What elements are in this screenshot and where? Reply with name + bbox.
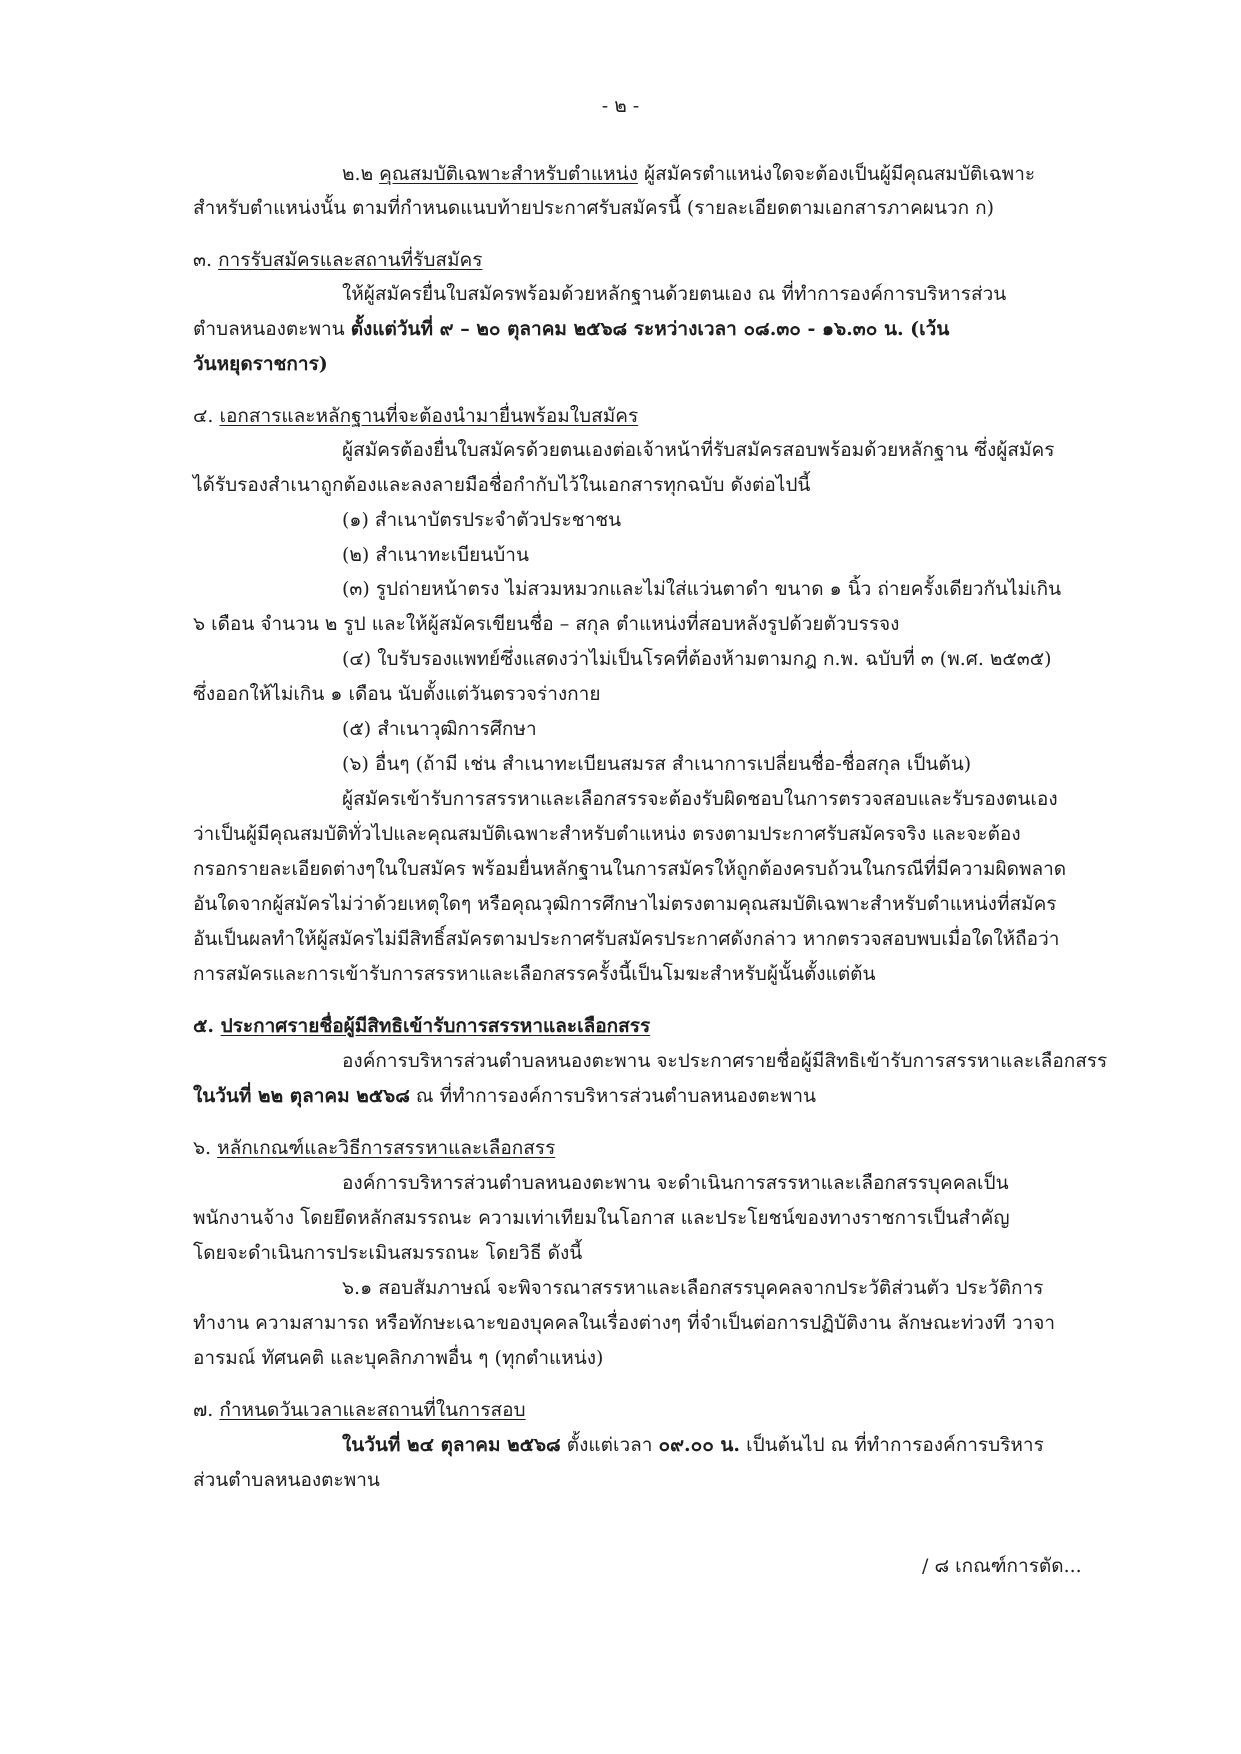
section-5-line-2: ในวันที่ ๒๒ ตุลาคม ๒๕๖๘ ณ ที่ทำการองค์การบริหารส่วนตำบลหนองตะพาน [193,1085,816,1107]
section-4-item-4a: (๔) ใบรับรองแพทย์ซึ่งแสดงว่าไม่เป็นโรคที่ต้องห้ามตามกฎ ก.พ. ฉบับที่ ๓ (พ.ศ. ๒๕๓๕) [342,648,1052,670]
section-4-intro-2: ได้รับรองสำเนาถูกต้องและลงลายมือชื่อกำกับไว้ในเอกสารทุกฉบับ ดังต่อไปนี้ [193,474,811,496]
page-number: - ๒ - [601,95,640,117]
continuation-footer: / ๘ เกณฑ์การตัด... [922,1555,1082,1577]
section-7-line-1: ในวันที่ ๒๔ ตุลาคม ๒๕๖๘ ตั้งแต่เวลา ๐๙.๐๐ น. เป็นต้นไป ณ ที่ทำการองค์การบริหาร [342,1434,1044,1456]
section-2-2-line-1: ๒.๒ คุณสมบัติเฉพาะสำหรับตำแหน่ง ผู้สมัครตำแหน่งใดจะต้องเป็นผู้มีคุณสมบัติเฉพาะ [342,163,1036,185]
section-6-1-line-2: ทำงาน ความสามารถ หรือทักษะเฉาะของบุคคลในเรื่องต่างๆ ที่จำเป็นต่อการปฏิบัติงาน ลักษณะท่วงที วาจา [193,1312,1056,1334]
section-7-heading: ๗. กำหนดวันเวลาและสถานที่ในการสอบ [193,1399,526,1421]
section-6-heading: ๖. หลักเกณฑ์และวิธีการสรรหาและเลือกสรร [193,1137,556,1159]
section-4-para-line-4: อันใดจากผู้สมัครไม่ว่าด้วยเหตุใดๆ หรือคุณวุฒิการศึกษาไม่ตรงตามคุณสมบัติเฉพาะสำหรับตำแหน่งที่สมัคร [193,893,1057,915]
section-4-para-line-2: ว่าเป็นผู้มีคุณสมบัติทั่วไปและคุณสมบัติเฉพาะสำหรับตำแหน่ง ตรงตามประกาศรับสมัครจริง และจะต้อง [193,823,1021,845]
section-4-item-2: (๒) สำเนาทะเบียนบ้าน [342,544,529,566]
section-6-line-2: พนักงานจ้าง โดยยึดหลักสมรรถนะ ความเท่าเทียมในโอกาส และประโยชน์ของทางราชการเป็นสำคัญ [193,1207,1010,1229]
section-2-2-line-2: สำหรับตำแหน่งนั้น ตามที่กำหนดแนบท้ายประกาศรับสมัครนี้ (รายละเอียดตามเอกสารภาคผนวก ก) [193,197,995,219]
section-4-item-5: (๕) สำเนาวุฒิการศึกษา [342,718,537,740]
section-4-item-1: (๑) สำเนาบัตรประจำตัวประชาชน [342,509,622,531]
section-4-item-4b: ซึ่งออกให้ไม่เกิน ๑ เดือน นับตั้งแต่วันตรวจร่างกาย [193,683,601,705]
section-2-2-heading: คุณสมบัติเฉพาะสำหรับตำแหน่ง [379,163,638,185]
section-4-para-line-6: การสมัครและการเข้ารับการสรรหาและเลือกสรรครั้งนี้เป็นโมฆะสำหรับผู้นั้นตั้งแต่ต้น [193,963,876,985]
section-3-line-2: ตำบลหนองตะพาน ตั้งแต่วันที่ ๙ – ๒๐ ตุลาคม ๒๕๖๘ ระหว่างเวลา ๐๘.๓๐ - ๑๖.๓๐ น. (เว้น [193,318,950,340]
section-5-line-1: องค์การบริหารส่วนตำบลหนองตะพาน จะประกาศรายชื่อผู้มีสิทธิเข้ารับการสรรหาและเลือกสรร [342,1050,1108,1072]
section-4-para-line-5: อันเป็นผลทำให้ผู้สมัครไม่มีสิทธิ์สมัครตามประกาศรับสมัครประกาศดังกล่าว หากตรวจสอบพบเมื่อใดให้ถือว่า [193,928,1060,950]
section-4-para-line-3: กรอกรายละเอียดต่างๆในใบสมัคร พร้อมยื่นหลักฐานในการสมัครให้ถูกต้องครบถ้วนในกรณีที่มีความผิดพลาด [193,858,1067,880]
section-6-line-3: โดยจะดำเนินการประเมินสมรรถนะ โดยวิธี ดังนี้ [193,1242,583,1264]
section-2-2-label: ๒.๒ [342,163,374,185]
section-4-item-3b: ๖ เดือน จำนวน ๒ รูป และให้ผู้สมัครเขียนชื่อ – สกุล ตำแหน่งที่สอบหลังรูปด้วยตัวบรรจง [193,613,900,635]
section-6-1-line-3: อารมณ์ ทัศนคติ และบุคลิกภาพอื่น ๆ (ทุกตำแหน่ง) [193,1347,604,1369]
section-3-heading: ๓. การรับสมัครและสถานที่รับสมัคร [193,249,483,271]
section-4-item-3a: (๓) รูปถ่ายหน้าตรง ไม่สวมหมวกและไม่ใส่แว่นตาดำ ขนาด ๑ นิ้ว ถ่ายครั้งเดียวกันไม่เกิน [342,578,1062,600]
section-4-item-6: (๖) อื่นๆ (ถ้ามี เช่น สำเนาทะเบียนสมรส สำเนาการเปลี่ยนชื่อ-ชื่อสกุล เป็นต้น) [342,753,972,775]
section-3-line-3: วันหยุดราชการ) [193,353,328,375]
section-5-heading: ๕. ประกาศรายชื่อผู้มีสิทธิเข้ารับการสรรหาและเลือกสรร [193,1015,651,1037]
section-3-line-1: ให้ผู้สมัครยื่นใบสมัครพร้อมด้วยหลักฐานด้วยตนเอง ณ ที่ทำการองค์การบริหารส่วน [342,283,1007,305]
section-7-line-2: ส่วนตำบลหนองตะพาน [193,1469,380,1491]
section-4-intro-1: ผู้สมัครต้องยื่นใบสมัครด้วยตนเองต่อเจ้าหน้าที่รับสมัครสอบพร้อมด้วยหลักฐาน ซึ่งผู้สมัคร [342,439,1055,461]
section-6-line-1: องค์การบริหารส่วนตำบลหนองตะพาน จะดำเนินการสรรหาและเลือกสรรบุคคลเป็น [342,1172,1009,1194]
section-6-1-line-1: ๖.๑ สอบสัมภาษณ์ จะพิจารณาสรรหาและเลือกสรรบุคคลจากประวัติส่วนตัว ประวัติการ [342,1277,1044,1299]
section-4-heading: ๔. เอกสารและหลักฐานที่จะต้องนำมายื่นพร้อมใบสมัคร [193,405,639,427]
section-4-para-line-1: ผู้สมัครเข้ารับการสรรหาและเลือกสรรจะต้องรับผิดชอบในการตรวจสอบและรับรองตนเอง [342,788,1058,810]
